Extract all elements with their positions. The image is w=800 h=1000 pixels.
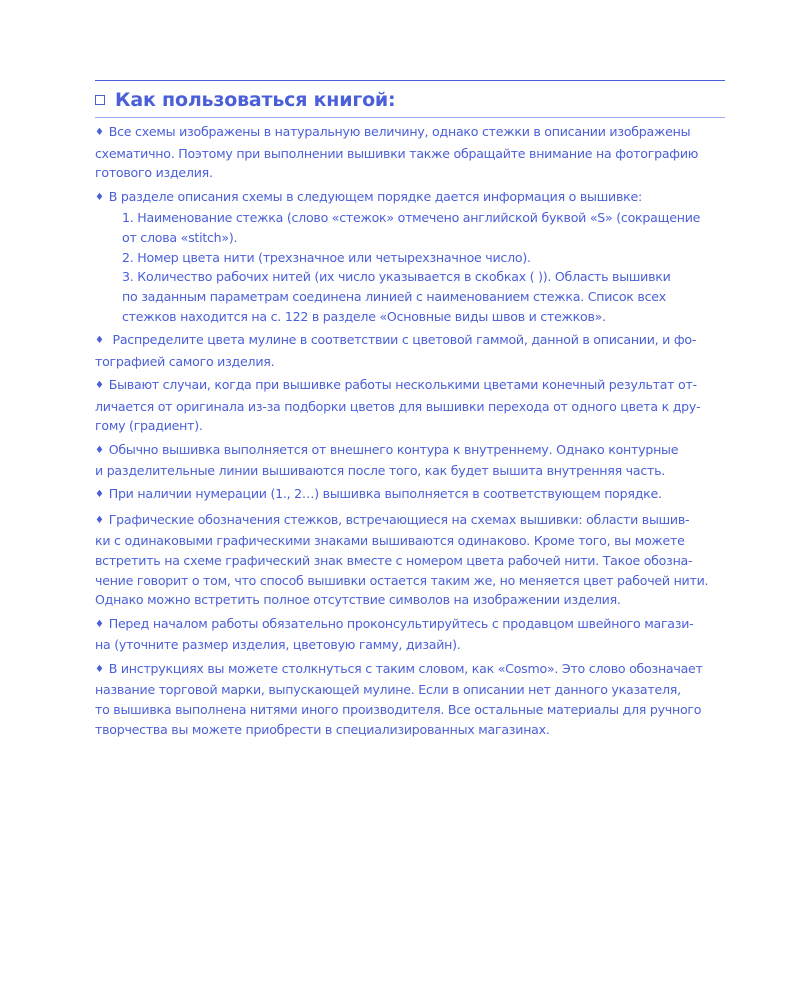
paragraph-line <box>95 187 727 209</box>
paragraph-line <box>95 144 727 164</box>
list-item-line: от слова «stitch»). <box>122 230 238 246</box>
line-text: схематично. Поэтому при выполнении вышивки также обращайте внимание на фотографию <box>95 145 699 161</box>
section-heading <box>95 86 395 114</box>
instruction-paragraph <box>95 510 727 611</box>
instruction-paragraph <box>95 614 727 655</box>
paragraph-line <box>95 614 727 636</box>
instruction-paragraph <box>95 659 727 740</box>
line-text: готового изделия. <box>95 165 213 181</box>
page-title: Как пользоваться книгой: <box>115 89 396 111</box>
instruction-paragraph <box>95 187 727 327</box>
diamond-bullet-icon: ♦ <box>95 618 104 630</box>
list-item-line: 3. Количество рабочих нитей (их число указывается в скобках ( )). Область вышивки <box>122 269 671 285</box>
line-text: При наличии нумерации (1., 2…) вышивка выполняется в соответствующем порядке. <box>108 486 662 502</box>
paragraph-line <box>95 551 727 571</box>
instruction-paragraph <box>95 330 727 371</box>
line-text: В разделе описания схемы в следующем порядке дается информация о вышивке: <box>108 188 642 204</box>
paragraph-line <box>95 163 727 183</box>
paragraph-line <box>95 416 727 436</box>
instruction-paragraph <box>95 440 727 481</box>
paragraph-line <box>95 484 727 506</box>
diamond-bullet-icon: ♦ <box>95 489 104 501</box>
line-text: Бывают случаи, когда при вышивке работы несколькими цветами конечный результат от- <box>108 376 697 392</box>
list-item-line: по заданным параметрам соединена линией с наименованием стежка. Список всех <box>122 289 666 305</box>
paragraph-line <box>95 700 727 720</box>
square-icon <box>95 95 105 105</box>
diamond-bullet-icon: ♦ <box>95 335 104 347</box>
line-text: Перед началом работы обязательно проконсультируйтесь с продавцом швейного магази- <box>108 615 694 631</box>
paragraph-line <box>95 440 727 462</box>
line-text: на (уточните размер изделия, цветовую гамму, дизайн). <box>95 637 461 653</box>
line-text: Графические обозначения стежков, встречающиеся на схемах вышивки: области вышив- <box>108 511 690 527</box>
line-text: Распределите цвета мулине в соответствии с цветовой гаммой, данной в описании, и фо- <box>108 332 697 348</box>
paragraph-line <box>95 720 727 740</box>
list-item-line: 1. Наименование стежка (слово «стежок» отмечено английской буквой «S» (сокращение <box>122 210 701 226</box>
header-bottom-rule <box>95 117 725 118</box>
paragraph-line <box>95 375 727 397</box>
paragraph-line <box>95 571 727 591</box>
line-text: гому (градиент). <box>95 418 203 434</box>
paragraph-line <box>95 680 727 700</box>
diamond-bullet-icon: ♦ <box>95 514 104 526</box>
line-text: Обычно вышивка выполняется от внешнего контура к внутреннему. Однако контурные <box>108 441 679 457</box>
instruction-paragraph <box>95 122 727 183</box>
instructions-body <box>95 122 727 743</box>
paragraph-line <box>95 330 727 352</box>
paragraph-line <box>95 531 727 551</box>
list-item-line: стежков находится на с. 122 в разделе «Основные виды швов и стежков». <box>122 308 606 324</box>
paragraph-line <box>95 510 727 532</box>
instruction-paragraph <box>95 484 727 506</box>
line-text: личается от оригинала из-за подборки цветов для вышивки перехода от одного цвета к дру- <box>95 398 701 414</box>
line-text: Однако можно встретить полное отсутствие символов на изображении изделия. <box>95 592 621 608</box>
list-item-line: 2. Номер цвета нити (трехзначное или четырехзначное число). <box>122 249 531 265</box>
line-text: чение говорит о том, что способ вышивки остается таким же, но меняется цвет рабочей нити. <box>95 572 709 588</box>
line-text: и разделительные линии вышиваются после того, как будет вышита внутренняя часть. <box>95 463 666 479</box>
line-text: ки с одинаковыми графическими знаками вышиваются одинаково. Кроме того, вы можете <box>95 533 685 549</box>
paragraph-line <box>95 635 727 655</box>
line-text: творчества вы можете приобрести в специализированных магазинах. <box>95 721 550 737</box>
diamond-bullet-icon: ♦ <box>95 444 104 456</box>
diamond-bullet-icon: ♦ <box>95 191 104 203</box>
line-text: то вышивка выполнена нитями иного производителя. Все остальные материалы для ручного <box>95 701 702 717</box>
paragraph-line <box>95 352 727 372</box>
paragraph-line <box>95 461 727 481</box>
paragraph-line <box>95 659 727 681</box>
paragraph-line <box>95 122 727 144</box>
instruction-paragraph <box>95 375 727 436</box>
header-top-rule <box>95 80 725 81</box>
line-text: Все схемы изображены в натуральную величину, однако стежки в описании изображены <box>108 124 691 139</box>
line-text: встретить на схеме графический знак вместе с номером цвета рабочей нити. Такое обозна- <box>95 553 693 569</box>
diamond-bullet-icon: ♦ <box>95 663 104 675</box>
paragraph-line <box>95 590 727 610</box>
line-text: В инструкциях вы можете столкнуться с таким словом, как «Cosmo». Это слово обозначает <box>108 660 703 676</box>
diamond-bullet-icon: ♦ <box>95 127 104 138</box>
line-text: тографией самого изделия. <box>95 353 275 369</box>
paragraph-line <box>95 397 727 417</box>
line-text: название торговой марки, выпускающей мулине. Если в описании нет данного указателя, <box>95 682 681 698</box>
diamond-bullet-icon: ♦ <box>95 379 104 391</box>
